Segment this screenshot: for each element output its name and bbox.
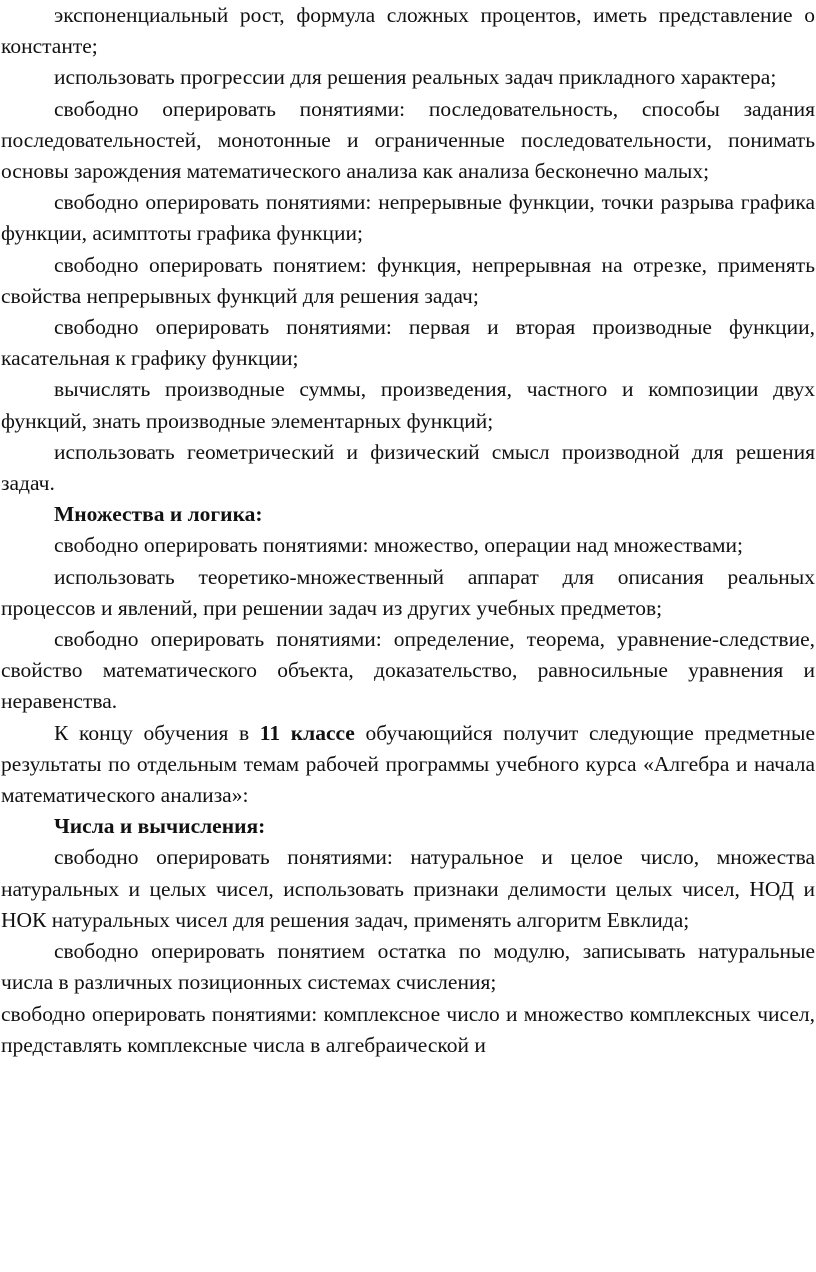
paragraph-exponential-growth: экспоненциальный рост, формула сложных процентов, иметь представление о константе; <box>1 3 815 59</box>
paragraph-function-on-segment: свободно оперировать понятием: функция, непрерывная на отрезке, применять свойства непрерывных функций для решения задач; <box>1 252 815 308</box>
paragraph-progressions: использовать прогрессии для решения реальных задач прикладного характера; <box>54 65 777 90</box>
intro-before: К концу обучения в <box>54 720 260 745</box>
paragraph-derivative-meaning: использовать геометрический и физический смысл производной для решения задач. <box>1 439 815 496</box>
paragraph-sets: свободно оперировать понятиями: множество, операции над множествами; <box>54 533 743 558</box>
paragraph-grade-11-intro <box>1 718 815 812</box>
paragraph-complex-numbers: свободно оперировать понятиями: комплексное число и множество комплексных чисел, представлять комплексные числа в алгебраической и <box>1 1001 815 1057</box>
intro-after: обучающийся получит следующие предметные результаты по отдельным темам рабочей программы учебного курса «Алгебра и начала математического анализа»: <box>1 720 815 808</box>
paragraph-definitions: свободно оперировать понятиями: определение, теорема, уравнение-следствие, свойство математического объекта, доказательство, равносильные уравнения и неравенства. <box>1 627 815 714</box>
paragraph-continuous-functions: свободно оперировать понятиями: непрерывные функции, точки разрыва графика функции, асимптоты графика функции; <box>1 190 815 246</box>
heading-sets-and-logic: Множества и логика: <box>54 502 263 527</box>
paragraph-derivatives: свободно оперировать понятиями: первая и вторая производные функции, касательная к графику функции; <box>1 315 815 371</box>
paragraph-derivative-rules: вычислять производные суммы, произведения, частного и композиции двух функций, знать производные элементарных функций; <box>1 377 815 433</box>
paragraph-set-theory: использовать теоретико-множественный аппарат для описания реальных процессов и явлений, при решении задач из других учебных предметов; <box>1 564 815 620</box>
intro-grade: 11 классе <box>259 720 355 745</box>
paragraph-modulo: свободно оперировать понятием остатка по модулю, записывать натуральные числа в различных позиционных системах счисления; <box>1 939 815 995</box>
heading-numbers-and-calculations: Числа и вычисления: <box>54 814 266 839</box>
paragraph-sequences: свободно оперировать понятиями: последовательность, способы задания последовательностей, монотонные и ограниченные последовательности, понимать основы зарождения математического анализа как анализа бесконечно малых; <box>1 96 815 184</box>
paragraph-integers: свободно оперировать понятиями: натуральное и целое число, множества натуральных и целых чисел, использовать признаки делимости целых чисел, НОД и НОК натуральных чисел для решения задач, применять алгоритм Евклида; <box>1 845 815 932</box>
